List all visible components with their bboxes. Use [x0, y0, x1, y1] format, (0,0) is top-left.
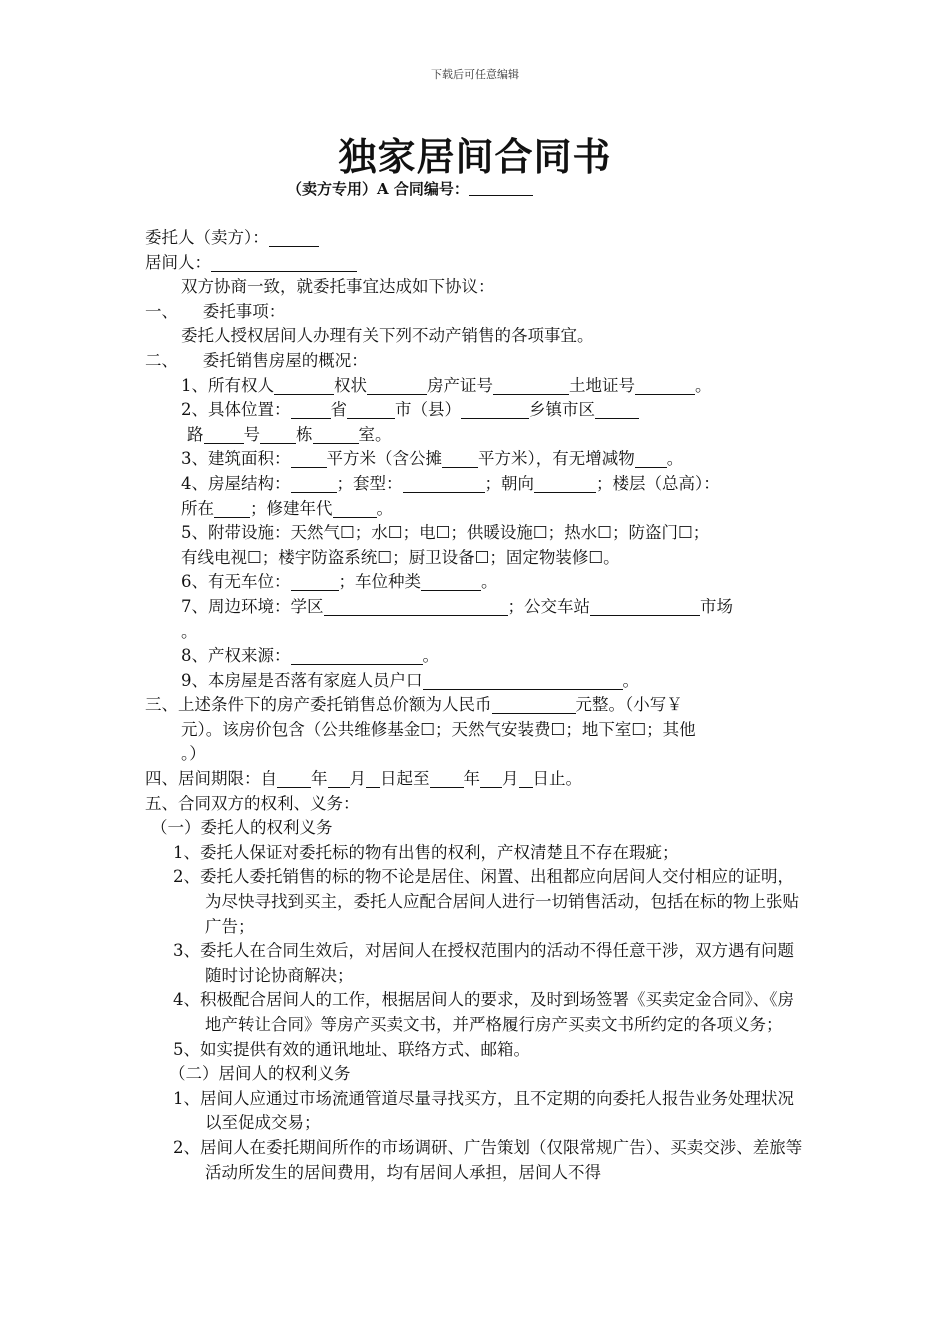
text-segment: ；车位种类 — [338, 572, 421, 592]
text-segment: 月 — [349, 769, 366, 789]
text-segment: 路 — [187, 424, 204, 444]
fill-in-blank — [430, 769, 464, 788]
fill-in-blank — [590, 597, 700, 616]
document-subtitle — [287, 178, 533, 199]
section-heading: 二、 委托销售房屋的概况： — [145, 350, 368, 370]
text-segment: 市场 — [700, 596, 733, 616]
fill-in-blank — [328, 769, 350, 788]
section-heading: 一、 委托事项： — [145, 301, 286, 321]
fill-in-blank — [423, 671, 623, 690]
clause: 1、委托人保证对委托标的物有出售的权利，产权清楚且不存在瑕疵； — [173, 842, 679, 862]
fill-in-blank — [291, 449, 327, 468]
fill-in-blank — [333, 499, 377, 518]
item-line — [145, 497, 810, 522]
fill-in-blank — [595, 400, 639, 419]
text-segment: 委托人（卖方）： — [145, 228, 269, 247]
fill-in-blank — [492, 695, 576, 714]
section-line — [145, 767, 810, 792]
text-segment: 。 — [376, 498, 393, 518]
text-segment: 省 — [330, 400, 347, 420]
item-line — [145, 423, 810, 448]
text-segment: 号 — [243, 424, 260, 444]
text-segment: 4、房屋结构： — [181, 473, 291, 493]
text-segment: 7、周边环境：学区 — [181, 596, 324, 616]
clause: 4、积极配合居间人的工作，根据居间人的要求，及时到场签署《买卖定金合同》、《房地产转让合同》等房产买卖文书，并严格履行房产买卖文书所约定的各项义务； — [173, 990, 794, 1034]
fill-in-blank — [366, 769, 380, 788]
fill-in-blank — [461, 400, 529, 419]
text-segment: 四、居间期限：自 — [145, 769, 277, 789]
fill-in-blank — [534, 474, 596, 493]
fill-in-blank — [260, 425, 296, 444]
text-segment: 月 — [502, 769, 519, 789]
section-heading: 五、合同双方的权利、义务： — [145, 793, 360, 813]
fill-in-blank — [421, 572, 481, 591]
fill-in-blank — [291, 474, 337, 493]
text-segment: 居间人： — [145, 252, 211, 272]
item-line: 有线电视☐；楼宇防盗系统☐；厨卫设备☐；固定物装修☐。 — [181, 547, 620, 567]
text-segment: 所在 — [181, 498, 214, 518]
text-segment: 平方米（含公摊 — [326, 449, 442, 469]
fill-in-blank — [635, 449, 667, 468]
text-segment: 日起至 — [380, 769, 430, 789]
text-segment: 三、上述条件下的房产委托销售总价额为人民币 — [145, 695, 492, 715]
text-segment: 9、本房屋是否落有家庭人员户口 — [181, 670, 423, 690]
subsection-heading: （一）委托人的权利义务 — [151, 818, 333, 838]
text-segment: 2、具体位置： — [181, 400, 291, 420]
text-segment: ；修建年代 — [250, 498, 333, 518]
subsection-heading: （二）居间人的权利义务 — [169, 1064, 351, 1084]
text-segment: 。 — [695, 375, 712, 395]
text-segment: 1、所有权人 — [181, 375, 274, 395]
text-segment: 8、产权来源： — [181, 646, 291, 666]
item-line — [145, 644, 810, 669]
client-line — [145, 226, 810, 251]
item-line — [145, 669, 810, 694]
clause: 5、如实提供有效的通讯地址、联络方式、邮箱。 — [173, 1039, 530, 1059]
fill-in-blank — [493, 376, 569, 395]
text-segment: 3、建筑面积： — [181, 449, 291, 469]
fill-in-blank — [274, 376, 334, 395]
paragraph: 双方协商一致，就委托事宜达成如下协议： — [181, 277, 495, 297]
fill-in-blank — [367, 376, 427, 395]
fill-in-blank — [214, 499, 250, 518]
text-segment: 栋 — [296, 424, 313, 444]
fill-in-blank — [442, 449, 478, 468]
blank — [269, 228, 319, 247]
fill-in-blank — [403, 474, 485, 493]
text-segment: 年 — [463, 769, 480, 789]
contract-number-blank — [469, 181, 533, 196]
item-line — [145, 398, 810, 423]
document-title: 独家居间合同书 — [338, 134, 612, 179]
fill-in-blank — [277, 769, 311, 788]
blank — [211, 253, 357, 272]
item-line — [145, 472, 810, 497]
clause: 3、委托人在合同生效后，对居间人在授权范围内的活动不得任意干涉，双方遇有问题随时讨论协商解决； — [173, 941, 794, 985]
clause: 2、委托人委托销售的标的物不论是居住、闲置、出租都应向居间人交付相应的证明，为尽快寻找到买主，委托人应配合居间人进行一切销售活动，包括在标的物上张贴广告； — [173, 867, 799, 936]
fill-in-blank — [347, 400, 395, 419]
fill-in-blank — [204, 425, 244, 444]
fill-in-blank — [519, 769, 533, 788]
text-segment: 土地证号 — [569, 375, 635, 395]
fill-in-blank — [291, 400, 331, 419]
item-line: 5、附带设施：天然气☐；水☐；电☐；供暖设施☐；热水☐；防盗门☐； — [181, 523, 710, 543]
text-segment: 室。 — [358, 424, 392, 444]
section-line: 。） — [181, 744, 206, 764]
fill-in-blank — [291, 572, 339, 591]
item-line — [145, 595, 810, 620]
text-segment: 市（县） — [395, 400, 461, 420]
text-segment: 年 — [311, 769, 328, 789]
item-line — [145, 570, 810, 595]
text-segment: 。 — [666, 449, 684, 469]
section-line: 元）。该房价包含（公共维修基金☐；天然气安装费☐；地下室☐；其他 — [181, 719, 696, 739]
text-segment: 乡镇市区 — [529, 400, 595, 420]
fill-in-blank — [480, 769, 502, 788]
contract-body — [145, 226, 810, 1185]
text-segment: ；朝向 — [484, 473, 534, 493]
item-line — [145, 447, 810, 472]
agent-line — [145, 251, 810, 276]
text-segment: ；套型： — [336, 473, 403, 493]
text-segment: 元整。（小写￥ — [575, 695, 683, 715]
paragraph: 委托人授权居间人办理有关下列不动产销售的各项事宜。 — [181, 326, 594, 346]
item-line: 。 — [181, 621, 198, 641]
item-line — [145, 374, 810, 399]
text-segment: 权状 — [334, 375, 367, 395]
fill-in-blank — [324, 597, 508, 616]
fill-in-blank — [291, 646, 423, 665]
text-segment: 日止。 — [532, 769, 582, 789]
text-segment: ；公交车站 — [507, 596, 590, 616]
section-line — [145, 693, 810, 718]
text-segment: 平方米），有无增减物 — [478, 449, 635, 469]
text-segment: 房产证号 — [427, 375, 493, 395]
text-segment: 。 — [622, 670, 639, 690]
text-segment: 。 — [481, 572, 498, 592]
fill-in-blank — [313, 425, 359, 444]
text-segment: 6、有无车位： — [181, 572, 291, 592]
clause: 2、居间人在委托期间所作的市场调研、广告策划（仅限常规广告）、买卖交涉、差旅等活动所发生的居间费用，均有居间人承担，居间人不得 — [173, 1137, 803, 1182]
text-segment: 。 — [422, 646, 439, 666]
subtitle-text: （卖方专用）A 合同编号： — [287, 180, 469, 198]
header-note: 下载后可任意编辑 — [431, 68, 519, 81]
clause: 1、居间人应通过市场流通管道尽量寻找买方，且不定期的向委托人报告业务处理状况以至促成交易； — [173, 1088, 794, 1133]
text-segment: ；楼层（总高）： — [596, 473, 720, 493]
fill-in-blank — [635, 376, 695, 395]
